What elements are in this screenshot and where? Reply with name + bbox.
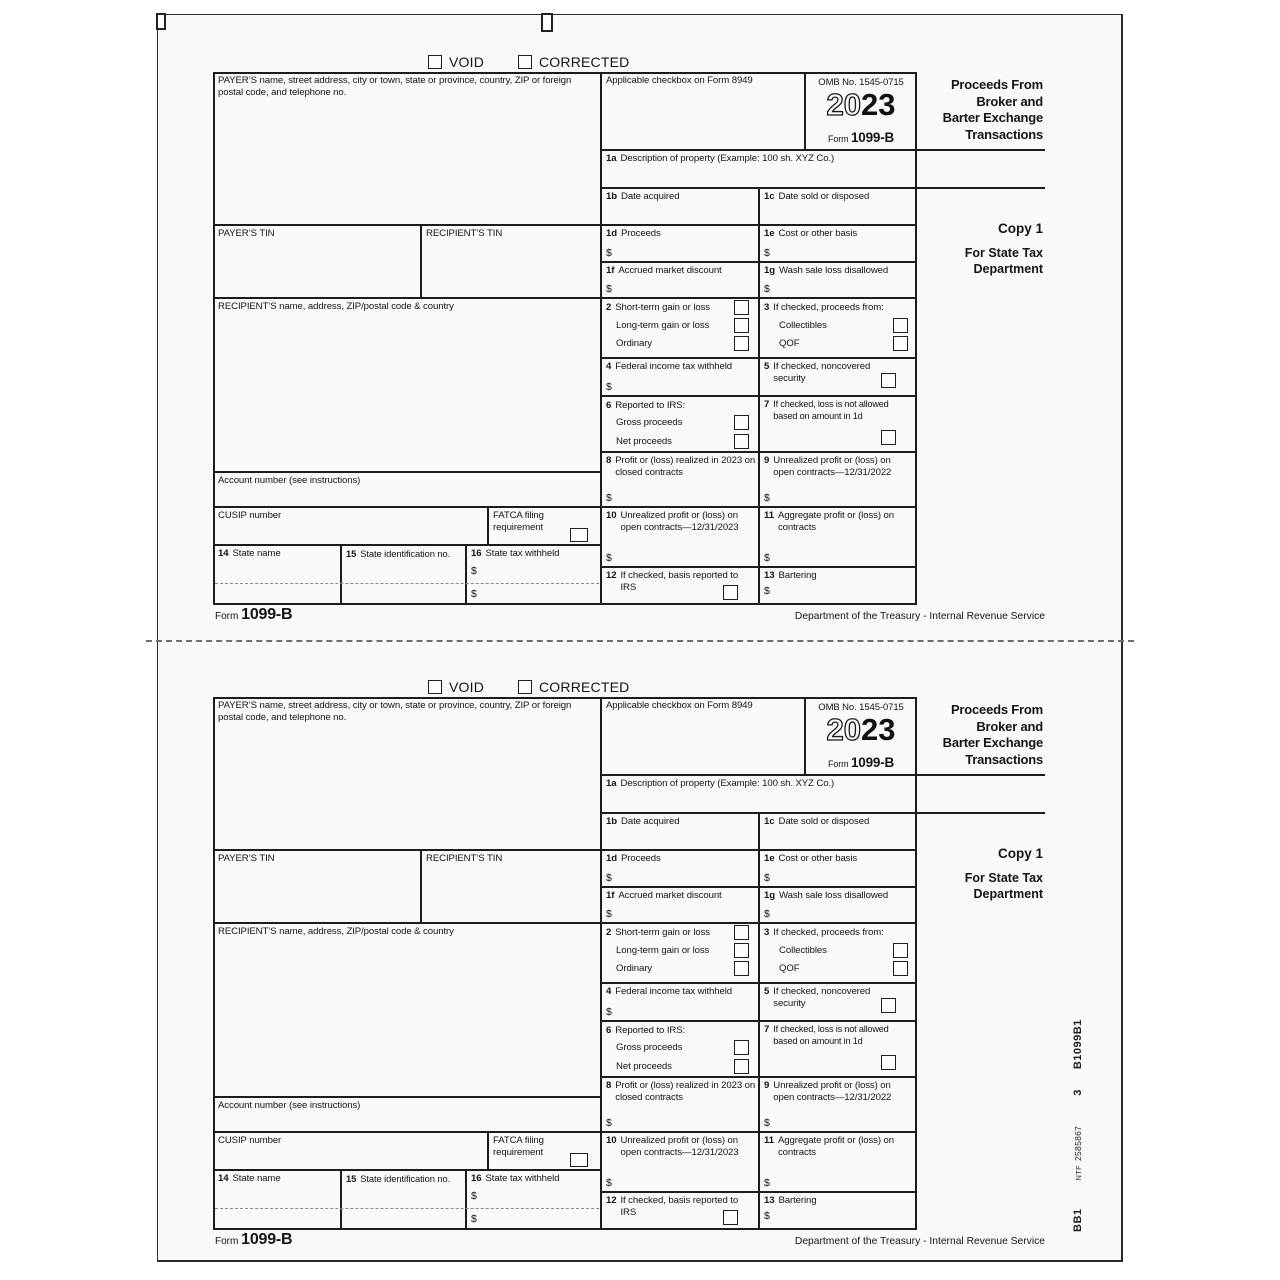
form-number: 1099-B bbox=[241, 606, 293, 623]
box-1c-label: Date sold or disposed bbox=[778, 816, 870, 827]
box-13-number: 13 bbox=[764, 570, 775, 581]
box-10-number: 10 bbox=[606, 1135, 617, 1146]
box-1a-number: 1a bbox=[606, 778, 617, 789]
print-code-page-number: 3 bbox=[1072, 1089, 1084, 1096]
basis-reported-checkbox[interactable] bbox=[723, 1210, 738, 1225]
dollar-sign: $ bbox=[606, 1005, 612, 1018]
corrected-checkbox[interactable] bbox=[518, 55, 532, 69]
box-6-number: 6 bbox=[606, 400, 612, 411]
form-title-line: Proceeds From bbox=[950, 702, 1043, 717]
box-2-ordinary-label: Ordinary bbox=[616, 338, 652, 349]
fatca-checkbox[interactable] bbox=[570, 528, 588, 542]
copy-recipient-label: For State Tax Department bbox=[964, 246, 1043, 276]
copy-recipient-label: For State Tax Department bbox=[964, 871, 1043, 901]
cusip-number-box[interactable] bbox=[213, 1132, 488, 1170]
noncovered-security-checkbox[interactable] bbox=[881, 373, 896, 388]
recipient-tin-label: RECIPIENT’S TIN bbox=[426, 228, 503, 239]
tax-year-outline-digits: 20 bbox=[826, 87, 861, 122]
box-14-number: 14 bbox=[218, 1173, 229, 1184]
dollar-sign: $ bbox=[606, 1176, 612, 1189]
box-7-label: If checked, loss is not allowed based on amount in 1d bbox=[773, 1024, 889, 1046]
net-proceeds-checkbox[interactable] bbox=[734, 434, 749, 449]
box-13-bartering[interactable] bbox=[759, 1192, 917, 1230]
form-word: Form bbox=[215, 1236, 239, 1247]
box-10-label: Unrealized profit or (loss) on open contracts—12/31/2023 bbox=[620, 510, 739, 534]
void-label: VOID bbox=[449, 54, 485, 70]
payer-tin-label: PAYER’S TIN bbox=[218, 853, 275, 864]
box-1d-label: Proceeds bbox=[621, 228, 661, 239]
box-13-number: 13 bbox=[764, 1195, 775, 1206]
box-1g-wash-sale[interactable] bbox=[759, 262, 917, 298]
box-16-label: State tax withheld bbox=[485, 548, 560, 559]
box-14-number: 14 bbox=[218, 548, 229, 559]
box-2-gain-type bbox=[601, 298, 759, 358]
box-5-number: 5 bbox=[764, 361, 770, 372]
box-1f-accrued-discount[interactable] bbox=[601, 887, 759, 923]
form-title bbox=[919, 702, 1043, 768]
cusip-number-label: CUSIP number bbox=[218, 510, 282, 521]
footer-department: Department of the Treasury - Internal Revenue Service bbox=[794, 611, 1045, 622]
gross-proceeds-label: Gross proceeds bbox=[616, 1042, 683, 1053]
long-term-checkbox[interactable] bbox=[734, 318, 749, 333]
box-7-number: 7 bbox=[764, 399, 770, 410]
recipient-name-label: RECIPIENT’S name, address, ZIP/postal code & country bbox=[218, 926, 454, 937]
form-word: Form bbox=[215, 611, 239, 622]
account-number-box[interactable] bbox=[213, 472, 601, 507]
box-6-number: 6 bbox=[606, 1025, 612, 1036]
collectibles-label: Collectibles bbox=[779, 945, 827, 956]
form-title-line: Transactions bbox=[965, 751, 1043, 767]
fatca-label: FATCA filing requirement bbox=[493, 510, 544, 534]
dollar-sign: $ bbox=[764, 551, 770, 564]
box-1g-label: Wash sale loss disallowed bbox=[779, 890, 889, 901]
box-8-profit-closed-contracts[interactable] bbox=[601, 452, 759, 507]
box-8-number: 8 bbox=[606, 455, 612, 466]
box-1c-number: 1c bbox=[764, 191, 775, 202]
box-4-number: 4 bbox=[606, 986, 612, 997]
dollar-sign: $ bbox=[764, 871, 770, 884]
box-10-number: 10 bbox=[606, 510, 617, 521]
omb-number: OMB No. 1545-0715 bbox=[818, 77, 904, 88]
qof-label: QOF bbox=[779, 963, 800, 974]
recipient-name-label: RECIPIENT’S name, address, ZIP/postal code & country bbox=[218, 301, 454, 312]
dollar-sign: $ bbox=[606, 282, 612, 295]
dollar-sign: $ bbox=[764, 1210, 770, 1222]
recipient-tin-box[interactable] bbox=[421, 225, 601, 298]
cusip-number-label: CUSIP number bbox=[218, 1135, 282, 1146]
box-1d-proceeds[interactable] bbox=[601, 850, 759, 887]
footer-form-number bbox=[215, 606, 292, 624]
box-11-number: 11 bbox=[764, 510, 774, 521]
box-16-state-tax[interactable] bbox=[466, 1170, 601, 1230]
box-9-unrealized-2022[interactable] bbox=[759, 1077, 917, 1132]
payer-name-box[interactable] bbox=[213, 697, 601, 850]
fatca-label: FATCA filing requirement bbox=[493, 1135, 544, 1159]
omb-number: OMB No. 1545-0715 bbox=[818, 702, 904, 713]
dollar-sign: $ bbox=[764, 907, 770, 920]
box-6-label: Reported to IRS: bbox=[615, 1025, 686, 1036]
qof-label: QOF bbox=[779, 338, 800, 349]
form-number-small bbox=[805, 129, 917, 146]
dollar-sign: $ bbox=[606, 871, 612, 884]
qof-checkbox[interactable] bbox=[893, 336, 908, 351]
box-10-label: Unrealized profit or (loss) on open contracts—12/31/2023 bbox=[620, 1135, 739, 1159]
box-1g-label: Wash sale loss disallowed bbox=[779, 265, 889, 276]
dollar-sign: $ bbox=[606, 380, 612, 393]
box-16-label: State tax withheld bbox=[485, 1173, 560, 1184]
box-7-loss-not-allowed bbox=[759, 396, 917, 452]
box-11-label: Aggregate profit or (loss) on contracts bbox=[777, 510, 894, 534]
box-1b-number: 1b bbox=[606, 816, 617, 827]
form8949-checkbox-box[interactable] bbox=[601, 697, 805, 775]
payer-tin-box[interactable] bbox=[213, 850, 421, 923]
box-4-federal-tax[interactable] bbox=[601, 358, 759, 396]
cut-line-dashed bbox=[146, 640, 1134, 642]
tax-year-solid-digits: 23 bbox=[861, 712, 896, 747]
box-6-label: Reported to IRS: bbox=[615, 400, 686, 411]
form-title-line: Proceeds From bbox=[950, 77, 1043, 92]
box-15-state-id[interactable] bbox=[341, 545, 466, 605]
net-proceeds-label: Net proceeds bbox=[616, 1061, 672, 1072]
tax-year-solid-digits: 23 bbox=[861, 87, 896, 122]
box-15-state-id[interactable] bbox=[341, 1170, 466, 1230]
box-9-label: Unrealized profit or (loss) on open contracts—12/31/2022 bbox=[773, 1080, 892, 1104]
account-number-box[interactable] bbox=[213, 1097, 601, 1132]
void-label: VOID bbox=[449, 679, 485, 695]
box-1e-cost-basis[interactable] bbox=[759, 850, 917, 887]
box-1e-label: Cost or other basis bbox=[778, 228, 858, 239]
basis-reported-checkbox[interactable] bbox=[723, 585, 738, 600]
dollar-sign: $ bbox=[764, 246, 770, 259]
form-word: Form bbox=[827, 759, 849, 769]
box-2-long-term-label: Long-term gain or loss bbox=[616, 320, 710, 331]
box-7-number: 7 bbox=[764, 1024, 770, 1035]
box-12-number: 12 bbox=[606, 570, 617, 581]
box-13-bartering[interactable] bbox=[759, 567, 917, 605]
box-9-unrealized-2022[interactable] bbox=[759, 452, 917, 507]
box-1b-date-acquired[interactable] bbox=[601, 813, 759, 850]
qof-checkbox[interactable] bbox=[893, 961, 908, 976]
corrected-label: CORRECTED bbox=[539, 54, 630, 70]
dollar-sign: $ bbox=[764, 1116, 770, 1129]
footer-form-number bbox=[215, 1231, 292, 1249]
box-12-basis-reported bbox=[601, 1192, 759, 1230]
box-12-label: If checked, basis reported to IRS bbox=[620, 1195, 739, 1219]
box-1f-label: Accrued market discount bbox=[618, 265, 722, 276]
form-number-small bbox=[805, 754, 917, 771]
box-1a-number: 1a bbox=[606, 153, 617, 164]
form-number: 1099-B bbox=[241, 1231, 293, 1248]
box-3-label: If checked, proceeds from: bbox=[773, 302, 884, 313]
box-2-number: 2 bbox=[606, 927, 612, 938]
form-word: Form bbox=[827, 134, 849, 144]
dollar-sign: $ bbox=[471, 1190, 477, 1202]
recipient-tin-label: RECIPIENT’S TIN bbox=[426, 853, 503, 864]
loss-not-allowed-checkbox[interactable] bbox=[881, 1055, 896, 1070]
gross-proceeds-checkbox[interactable] bbox=[734, 1040, 749, 1055]
tax-year bbox=[805, 714, 917, 745]
copy-label: Copy 1 bbox=[997, 221, 1043, 236]
long-term-checkbox[interactable] bbox=[734, 943, 749, 958]
ordinary-checkbox[interactable] bbox=[734, 961, 749, 976]
dollar-sign: $ bbox=[764, 1176, 770, 1189]
fatca-box bbox=[488, 507, 601, 545]
net-proceeds-label: Net proceeds bbox=[616, 436, 672, 447]
print-code-bb1: BB1 bbox=[1072, 1208, 1084, 1232]
footer-department: Department of the Treasury - Internal Revenue Service bbox=[794, 1236, 1045, 1247]
box-1d-proceeds[interactable] bbox=[601, 225, 759, 262]
void-checkbox[interactable] bbox=[428, 680, 442, 694]
box-8-label: Profit or (loss) realized in 2023 on closed contracts bbox=[615, 1080, 756, 1104]
box-4-label: Federal income tax withheld bbox=[615, 986, 732, 997]
box-1d-label: Proceeds bbox=[621, 853, 661, 864]
form-title-line: Barter Exchange bbox=[942, 735, 1043, 750]
dollar-sign: $ bbox=[606, 246, 612, 259]
box-2-short-term-label: Short-term gain or loss bbox=[615, 302, 710, 313]
box-12-basis-reported bbox=[601, 567, 759, 605]
box-1c-date-sold[interactable] bbox=[759, 813, 917, 850]
box-1g-number: 1g bbox=[764, 265, 775, 276]
payer-tin-label: PAYER’S TIN bbox=[218, 228, 275, 239]
print-code-ntf-number: 2585867 bbox=[1073, 1125, 1083, 1161]
form-title-line: Broker and bbox=[976, 718, 1043, 734]
box-3-number: 3 bbox=[764, 302, 770, 313]
box-5-label: If checked, noncovered security bbox=[773, 986, 871, 1010]
short-term-checkbox[interactable] bbox=[734, 925, 749, 940]
form-copy-2 bbox=[213, 680, 1045, 1252]
cusip-number-box[interactable] bbox=[213, 507, 488, 545]
box-5-noncovered bbox=[759, 358, 917, 396]
dollar-sign: $ bbox=[764, 585, 770, 597]
payer-name-label: PAYER’S name, street address, city or town, state or province, country, ZIP or foreign postal code, and telephone no. bbox=[218, 75, 572, 99]
collectibles-label: Collectibles bbox=[779, 320, 827, 331]
box-16-state-tax[interactable] bbox=[466, 545, 601, 605]
gross-proceeds-label: Gross proceeds bbox=[616, 417, 683, 428]
box-15-label: State identification no. bbox=[360, 548, 451, 559]
box-1c-date-sold[interactable] bbox=[759, 188, 917, 225]
print-code-ntf: NTF bbox=[1074, 1165, 1083, 1181]
recipient-name-box[interactable] bbox=[213, 923, 601, 1097]
gross-proceeds-checkbox[interactable] bbox=[734, 415, 749, 430]
payer-name-label: PAYER’S name, street address, city or town, state or province, country, ZIP or foreign postal code, and telephone no. bbox=[218, 700, 572, 724]
box-15-number: 15 bbox=[346, 1173, 357, 1184]
dollar-sign: $ bbox=[764, 282, 770, 295]
fatca-checkbox[interactable] bbox=[570, 1153, 588, 1167]
box-5-label: If checked, noncovered security bbox=[773, 361, 871, 385]
recipient-name-box[interactable] bbox=[213, 298, 601, 472]
box-9-number: 9 bbox=[764, 1080, 770, 1091]
box-10-unrealized-2023[interactable] bbox=[601, 507, 759, 567]
box-4-federal-tax[interactable] bbox=[601, 983, 759, 1021]
box-8-number: 8 bbox=[606, 1080, 612, 1091]
print-code-form-code: B1099B1 bbox=[1072, 1019, 1084, 1070]
registration-mark-center bbox=[541, 13, 553, 32]
box-1g-wash-sale[interactable] bbox=[759, 887, 917, 923]
print-code-strip bbox=[1072, 1019, 1088, 1232]
form-title-line: Broker and bbox=[976, 93, 1043, 109]
payer-tin-box[interactable] bbox=[213, 225, 421, 298]
box-7-label: If checked, loss is not allowed based on amount in 1d bbox=[773, 399, 889, 421]
box-1d-number: 1d bbox=[606, 228, 617, 239]
box-4-number: 4 bbox=[606, 361, 612, 372]
box-14-state-name[interactable] bbox=[213, 1170, 341, 1230]
box-16-number: 16 bbox=[471, 1173, 482, 1184]
net-proceeds-checkbox[interactable] bbox=[734, 1059, 749, 1074]
form-title-line: Transactions bbox=[965, 126, 1043, 142]
box-10-unrealized-2023[interactable] bbox=[601, 1132, 759, 1192]
noncovered-security-checkbox[interactable] bbox=[881, 998, 896, 1013]
box-15-number: 15 bbox=[346, 548, 357, 559]
dollar-sign: $ bbox=[471, 1213, 477, 1225]
box-2-gain-type bbox=[601, 923, 759, 983]
box-1a-description[interactable] bbox=[601, 150, 917, 188]
box-1a-description[interactable] bbox=[601, 775, 917, 813]
copy-label: Copy 1 bbox=[997, 846, 1043, 861]
box-3-number: 3 bbox=[764, 927, 770, 938]
dollar-sign: $ bbox=[471, 565, 477, 577]
dollar-sign: $ bbox=[606, 907, 612, 920]
short-term-checkbox[interactable] bbox=[734, 300, 749, 315]
omb-year-box bbox=[805, 697, 917, 775]
box-1f-number: 1f bbox=[606, 265, 615, 276]
form8949-label: Applicable checkbox on Form 8949 bbox=[606, 700, 753, 711]
box-12-number: 12 bbox=[606, 1195, 617, 1206]
collectibles-checkbox[interactable] bbox=[893, 943, 908, 958]
box-1b-date-acquired[interactable] bbox=[601, 188, 759, 225]
void-checkbox[interactable] bbox=[428, 55, 442, 69]
registration-mark-left bbox=[156, 13, 166, 30]
box-1g-number: 1g bbox=[764, 890, 775, 901]
account-number-label: Account number (see instructions) bbox=[218, 475, 361, 486]
box-11-aggregate-profit[interactable] bbox=[759, 1132, 917, 1192]
box-1c-label: Date sold or disposed bbox=[778, 191, 870, 202]
tax-year-outline-digits: 20 bbox=[826, 712, 861, 747]
dollar-sign: $ bbox=[606, 551, 612, 564]
box-2-short-term-label: Short-term gain or loss bbox=[615, 927, 710, 938]
box-3-label: If checked, proceeds from: bbox=[773, 927, 884, 938]
box-9-number: 9 bbox=[764, 455, 770, 466]
box-1b-label: Date acquired bbox=[621, 191, 680, 202]
ordinary-checkbox[interactable] bbox=[734, 336, 749, 351]
form-title-line: Barter Exchange bbox=[942, 110, 1043, 125]
fatca-box bbox=[488, 1132, 601, 1170]
box-1f-accrued-discount[interactable] bbox=[601, 262, 759, 298]
dollar-sign: $ bbox=[606, 1116, 612, 1129]
box-16-number: 16 bbox=[471, 548, 482, 559]
box-11-aggregate-profit[interactable] bbox=[759, 507, 917, 567]
payer-name-box[interactable] bbox=[213, 72, 601, 225]
box-1f-number: 1f bbox=[606, 890, 615, 901]
box-1c-number: 1c bbox=[764, 816, 775, 827]
loss-not-allowed-checkbox[interactable] bbox=[881, 430, 896, 445]
box-8-label: Profit or (loss) realized in 2023 on closed contracts bbox=[615, 455, 756, 479]
box-1a-label: Description of property (Example: 100 sh. XYZ Co.) bbox=[620, 778, 835, 789]
box-6-reported-to-irs bbox=[601, 396, 759, 452]
box-14-label: State name bbox=[232, 548, 281, 559]
box-1e-label: Cost or other basis bbox=[778, 853, 858, 864]
form8949-label: Applicable checkbox on Form 8949 bbox=[606, 75, 753, 86]
box-2-ordinary-label: Ordinary bbox=[616, 963, 652, 974]
box-1d-number: 1d bbox=[606, 853, 617, 864]
box-7-loss-not-allowed bbox=[759, 1021, 917, 1077]
box-1b-label: Date acquired bbox=[621, 816, 680, 827]
box-1a-label: Description of property (Example: 100 sh. XYZ Co.) bbox=[620, 153, 835, 164]
box-4-label: Federal income tax withheld bbox=[615, 361, 732, 372]
box-3-proceeds-from bbox=[759, 923, 917, 983]
box-14-state-name[interactable] bbox=[213, 545, 341, 605]
box-12-label: If checked, basis reported to IRS bbox=[620, 570, 739, 594]
box-15-label: State identification no. bbox=[360, 1173, 451, 1184]
box-13-label: Bartering bbox=[778, 570, 817, 581]
form8949-checkbox-box[interactable] bbox=[601, 72, 805, 150]
recipient-tin-box[interactable] bbox=[421, 850, 601, 923]
dollar-sign: $ bbox=[606, 491, 612, 504]
box-2-long-term-label: Long-term gain or loss bbox=[616, 945, 710, 956]
box-11-label: Aggregate profit or (loss) on contracts bbox=[777, 1135, 894, 1159]
dollar-sign: $ bbox=[471, 588, 477, 600]
box-1e-number: 1e bbox=[764, 853, 775, 864]
box-3-proceeds-from bbox=[759, 298, 917, 358]
box-1e-number: 1e bbox=[764, 228, 775, 239]
form-number: 1099-B bbox=[850, 130, 895, 145]
collectibles-checkbox[interactable] bbox=[893, 318, 908, 333]
box-2-number: 2 bbox=[606, 302, 612, 313]
box-1f-label: Accrued market discount bbox=[618, 890, 722, 901]
omb-year-box bbox=[805, 72, 917, 150]
dollar-sign: $ bbox=[764, 491, 770, 504]
box-5-noncovered bbox=[759, 983, 917, 1021]
box-13-label: Bartering bbox=[778, 1195, 817, 1206]
corrected-checkbox[interactable] bbox=[518, 680, 532, 694]
account-number-label: Account number (see instructions) bbox=[218, 1100, 361, 1111]
tax-year bbox=[805, 89, 917, 120]
box-11-number: 11 bbox=[764, 1135, 774, 1146]
box-9-label: Unrealized profit or (loss) on open contracts—12/31/2022 bbox=[773, 455, 892, 479]
box-1b-number: 1b bbox=[606, 191, 617, 202]
form-number: 1099-B bbox=[850, 755, 895, 770]
corrected-label: CORRECTED bbox=[539, 679, 630, 695]
box-6-reported-to-irs bbox=[601, 1021, 759, 1077]
form-copy-1 bbox=[213, 55, 1045, 627]
box-1e-cost-basis[interactable] bbox=[759, 225, 917, 262]
box-8-profit-closed-contracts[interactable] bbox=[601, 1077, 759, 1132]
box-5-number: 5 bbox=[764, 986, 770, 997]
box-14-label: State name bbox=[232, 1173, 281, 1184]
form-title bbox=[919, 77, 1043, 143]
